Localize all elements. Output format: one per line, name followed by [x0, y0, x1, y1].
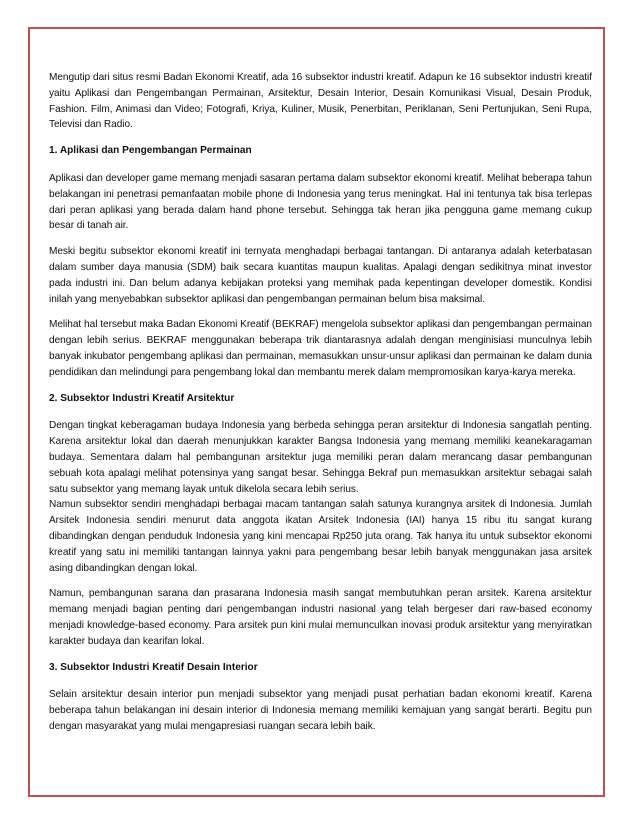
section-1-paragraph-2: Meski begitu subsektor ekonomi kreatif ini ternyata menghadapi berbagai tantangan. Di antaranya adalah keterbatasan dalam sumber daya manusia (SDM) baik secara kuantitas maupun kualitas. Apalagi dengan sedikitnya minat investor pada industri ini. Dan belum adanya kebijakan proteksi yang memihak pada kepentingan developer domestik. Kondisi inilah yang menyebabkan subsektor aplikasi dan pengembangan permainan belum bisa maksimal. — [49, 246, 592, 305]
section-2-paragraph-3: Namun, pembangunan sarana dan prasarana Indonesia masih sangat membutuhkan peran arsitek. Karena arsitektur memang menjadi bagian penting dari pengembangan industri nasional yang telah bergeser dari raw-based economy menjadi knowledge-based economy. Para arsitek pun kini mulai memunculkan inovasi produk arsitektur yang menyiratkan karakter budaya dan kearifan lokal. — [49, 588, 592, 647]
section-1-heading: 1. Aplikasi dan Pengembangan Permainan — [49, 145, 252, 157]
section-2-heading: 2. Subsektor Industri Kreatif Arsitektur — [49, 392, 235, 404]
section-3-paragraph-1: Selain arsitektur desain interior pun menjadi subsektor yang menjadi pusat perhatian badan ekonomi kreatif. Karena beberapa tahun belakangan ini desain interior di Indonesia memang memiliki kemajuan yang sangat berarti. Begitu pun dengan masyarakat yang mulai mengapresiasi ruangan secara lebih baik. — [49, 689, 592, 732]
document-body — [49, 70, 592, 745]
section-1-paragraph-1: Aplikasi dan developer game memang menjadi sasaran pertama dalam subsektor ekonomi kreatif. Melihat beberapa tahun belakangan ini penetrasi pemanfaatan mobile phone di Indonesia yang terus meningkat. Hal ini tentunya tak bisa terlepas dari peran aplikasi yang berada dalam hand phone tersebut. Sehingga tak heran jika pengguna game memang cukup besar di tanah air. — [49, 172, 592, 232]
section-1-paragraph-3: Melihat hal tersebut maka Badan Ekonomi Kreatif (BEKRAF) mengelola subsektor aplikasi dan pengembangan permainan dengan lebih serius. BEKRAF menggunakan beberapa trik diantarasnya adalah dengan menginisiasi munculnya lebih banyak inkubator pengembang aplikasi dan permainan, memasukkan unsur-unsur aplikasi dan permainan ke dalam dunia pendidikan dan melindungi para pengembang lokal dan membantu merek dalam mempromosikan karya-karya mereka. — [49, 319, 592, 378]
section-2-paragraph-1: Dengan tingkat keberagaman budaya Indonesia yang berbeda sehingga peran arsitektur di Indonesia sangatlah penting. Karena arsitektur lokal dan daerah menunjukkan karakter Bangsa Indonesia yang memang memiliki keanekaragaman budaya. Sementara dalam hal pembangunan arsitektur juga memiliki peran dalam merancang dasar pembangunan sebuah kota apalagi melihat potensinya yang sangat besar. Sehingga Bekraf pun memasukkan arsitektur sebagai salah satu subsektor yang memang layak untuk dikelola secara lebih serius. — [49, 420, 592, 495]
section-2-paragraph-2: Namun subsektor sendiri menghadapi berbagai macam tantangan salah satunya kurangnya arsitek di Indonesia. Jumlah Arsitek Indonesia sendiri menurut data anggota ikatan Arsitek Indonesia (IAI) hanya 15 ribu itu sangat kurang dibandingkan dengan penduduk Indonesia yang kini mencapai Rp250 juta orang. Tak hanya itu untuk subsektor ekonomi kreatif yang satu ini memiliki tantangan lainnya yakni para pengembang besar lebih banyak menggunakan jasa arsitek asing dibandingkan dengan lokal. — [49, 499, 592, 574]
section-3-heading: 3. Subsektor Industri Kreatif Desain Interior — [49, 661, 258, 673]
intro-paragraph: Mengutip dari situs resmi Badan Ekonomi Kreatif, ada 16 subsektor industri kreatif. Adapun ke 16 subsektor industri kreatif yaitu Aplikasi dan Pengembangan Permainan, Arsitektur, Desain Interior, Desain Komunikasi Visual, Desain Produk, Fashion. Film, Animasi dan Video; Fotografi, Kriya, Kuliner, Musik, Penerbitan, Periklanan, Seni Pertunjukan, Seni Rupa, Televisi dan Radio. — [49, 72, 592, 131]
